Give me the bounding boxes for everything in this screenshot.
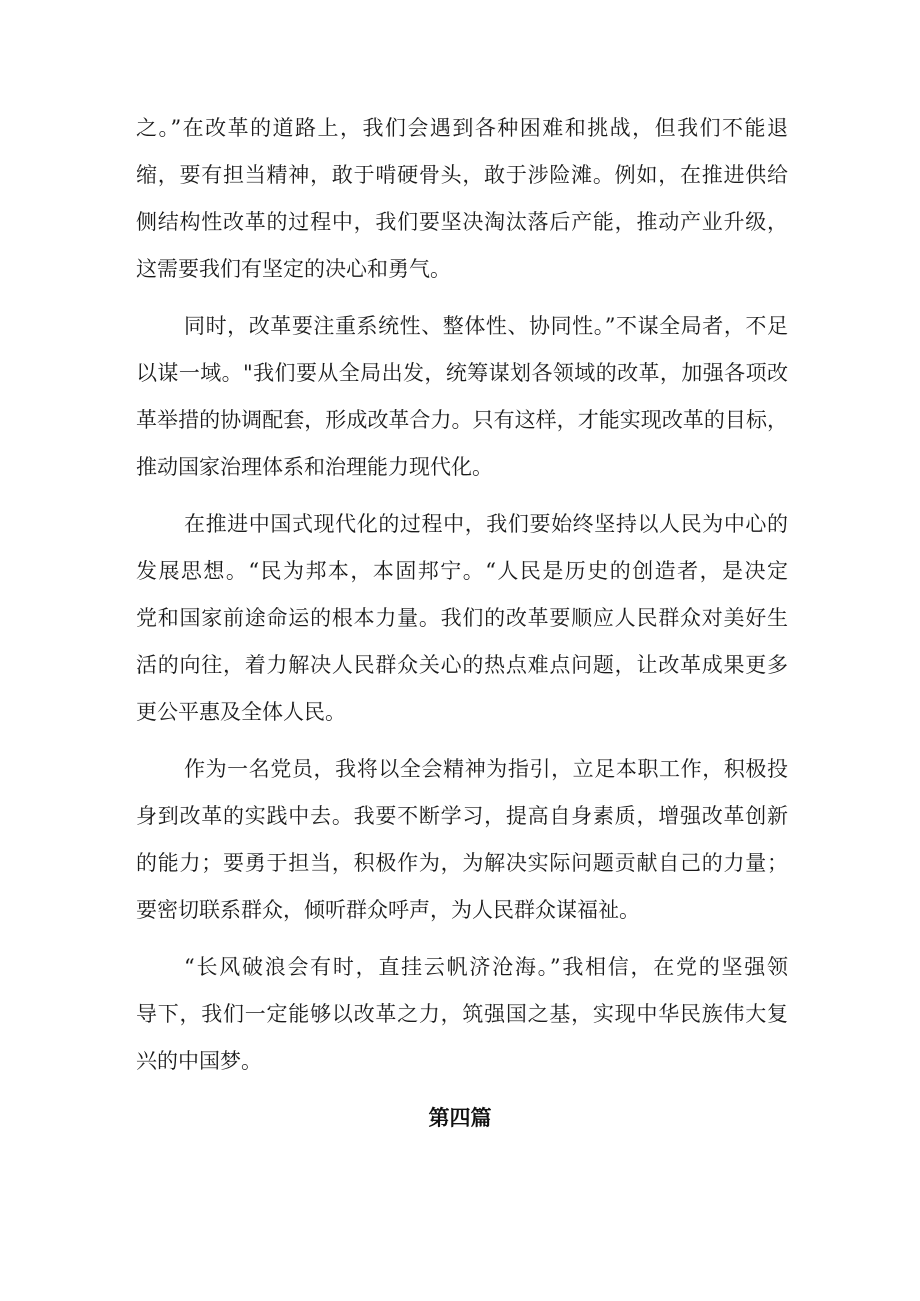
text-line: 推动国家治理体系和治理能力现代化。 — [136, 455, 493, 479]
text-line: 在推进中国式现代化的过程中，我们要始终坚持以人民为中心的 — [184, 512, 788, 536]
text-line: 侧结构性改革的过程中，我们要坚决淘汰落后产能，推动产业升级， — [136, 210, 788, 234]
text-line: 发展思想。“民为邦本，本固邦宁。“人民是历史的创造者，是决定 — [136, 559, 788, 583]
text-line: 之。”在改革的道路上，我们会遇到各种困难和挑战，但我们不能退 — [136, 116, 788, 140]
text-line: 缩，要有担当精神，敢于啃硬骨头，敢于涉险滩。例如，在推进供给 — [136, 163, 788, 187]
text-line: 党和国家前途命运的根本力量。我们的改革要顺应人民群众对美好生 — [136, 606, 788, 630]
text-line: 革举措的协调配套，形成改革合力。只有这样，才能实现改革的目标， — [136, 408, 788, 432]
text-line: 更公平惠及全体人民。 — [136, 700, 346, 724]
text-line: 身到改革的实践中去。我要不断学习，提高自身素质，增强改革创新 — [136, 804, 788, 828]
text-line: 活的向往，着力解决人民群众关心的热点难点问题，让改革成果更多 — [136, 653, 788, 677]
text-line: 同时，改革要注重系统性、整体性、协同性。”不谋全局者，不足 — [184, 314, 788, 338]
section-heading: 第四篇 — [428, 1105, 492, 1130]
text-line: 作为一名党员，我将以全会精神为指引，立足本职工作，积极投 — [184, 757, 788, 781]
text-line: 的能力；要勇于担当，积极作为，为解决实际问题贡献自己的力量； — [136, 851, 788, 875]
text-line: 以谋一域。"我们要从全局出发，统筹谋划各领域的改革，加强各项改 — [136, 361, 788, 385]
text-line: 要密切联系群众，倾听群众呼声，为人民群众谋福祉。 — [136, 898, 640, 922]
text-line: 兴的中国梦。 — [136, 1049, 262, 1073]
text-line: 这需要我们有坚定的决心和勇气。 — [136, 257, 451, 281]
text-line: “长风破浪会有时，直挂云帆济沧海。”我相信，在党的坚强领 — [184, 955, 788, 979]
text-line: 导下，我们一定能够以改革之力，筑强国之基，实现中华民族伟大复 — [136, 1002, 788, 1026]
